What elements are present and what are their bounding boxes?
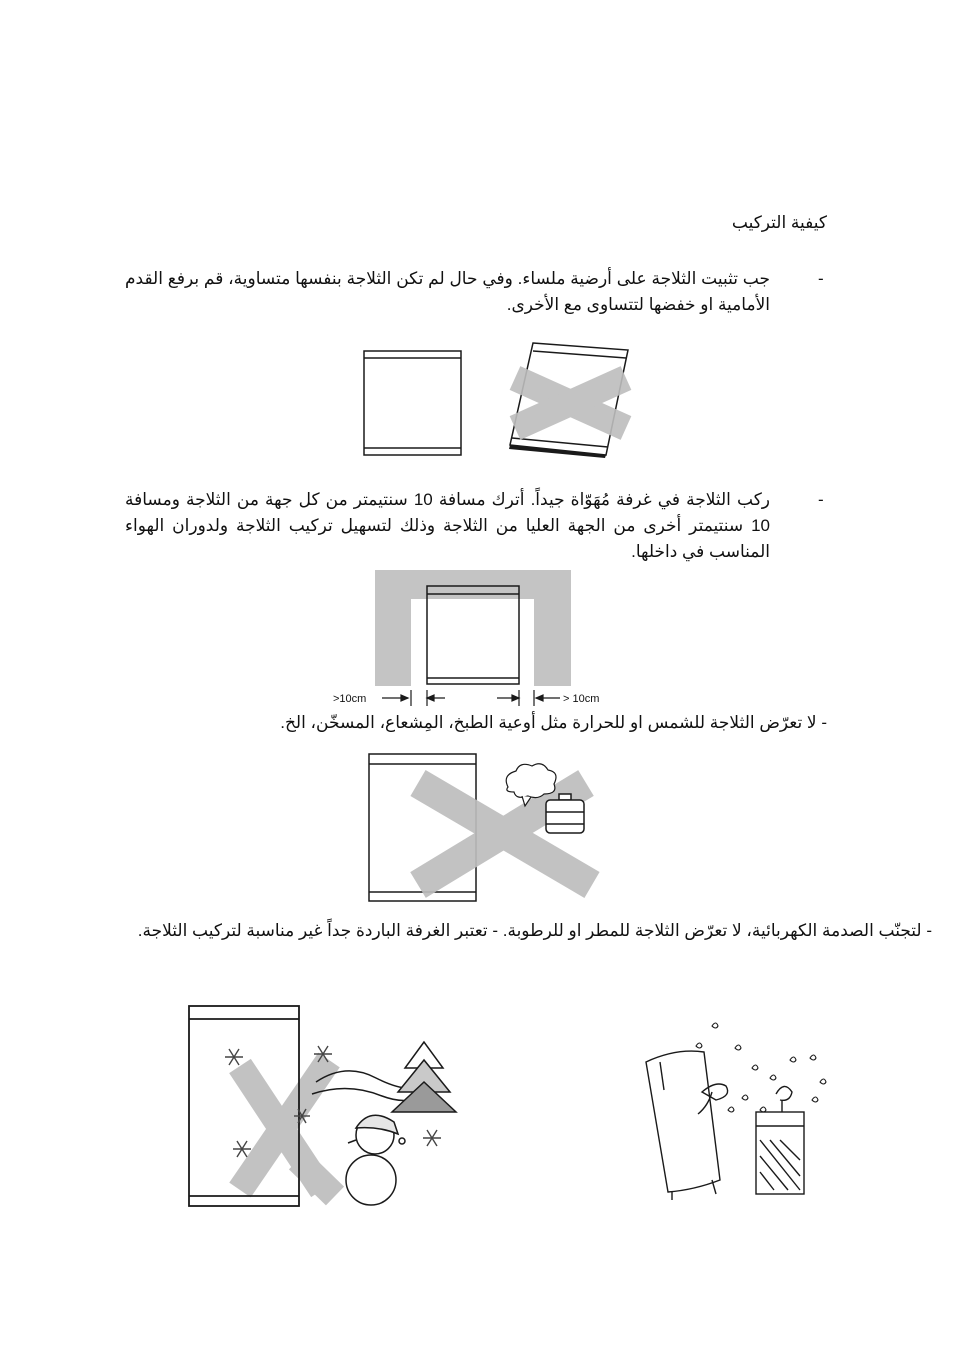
- paragraph-heat-sources: - لا تعرّض الثلاجة للشمس او للحرارة مثل أوعية الطبخ، المِشعاع، المسخّن، الخ.: [280, 713, 827, 732]
- christmas-tree-icon: [392, 1042, 456, 1112]
- bullet-dash: -: [818, 490, 824, 509]
- paragraph-moisture-cold: - لتجنّب الصدمة الكهربائية، لا تعرّض الثلاجة للمطر او للرطوبة. - تعتبر الغرفة الباردة جداً غير مناسبة لتركيب الثلاجة.: [137, 921, 932, 940]
- bullet-dash: -: [818, 269, 824, 288]
- clearance-diagram: [333, 570, 599, 706]
- cross-mark-icon: [240, 1060, 335, 1196]
- plant-pot-icon: [756, 1086, 804, 1194]
- paragraph-level-floor: جب تثبيت الثلاجة على أرضية ملساء. وفي حال لم تكن الثلاجة بنفسها متساوية، قم برفع القدم الأمامية او خفضها لتتساوى مع الأخرى.: [125, 269, 770, 314]
- water-droplets-icon: [696, 1023, 826, 1112]
- cooking-pot-icon: [546, 794, 584, 833]
- cold-room-illustration: [189, 1006, 456, 1206]
- tilted-fridge-illustration: [509, 343, 628, 458]
- heat-source-illustration: [369, 754, 592, 901]
- clearance-right-label: > 10cm: [563, 693, 600, 705]
- rain-moisture-illustration: [646, 1023, 826, 1200]
- clearance-left-label: >10cm: [333, 693, 367, 705]
- level-fridge-illustration: [364, 351, 461, 455]
- paragraph-ventilation: ركب الثلاجة في غرفة مُهَوّاة جيداً. أترك مسافة 10 سنتيمتر من كل جهة من الثلاجة ومسافة 10 سنتيمتر أخرى من الجهة العليا من الثلاجة وذلك لتسهيل تركيب الثلاجة ولدوران الهواء المناسب في داخلها.: [125, 490, 770, 561]
- cross-mark-icon: [515, 378, 626, 428]
- section-heading: كيفية التركيب: [731, 213, 827, 232]
- snowman-icon: [346, 1115, 405, 1205]
